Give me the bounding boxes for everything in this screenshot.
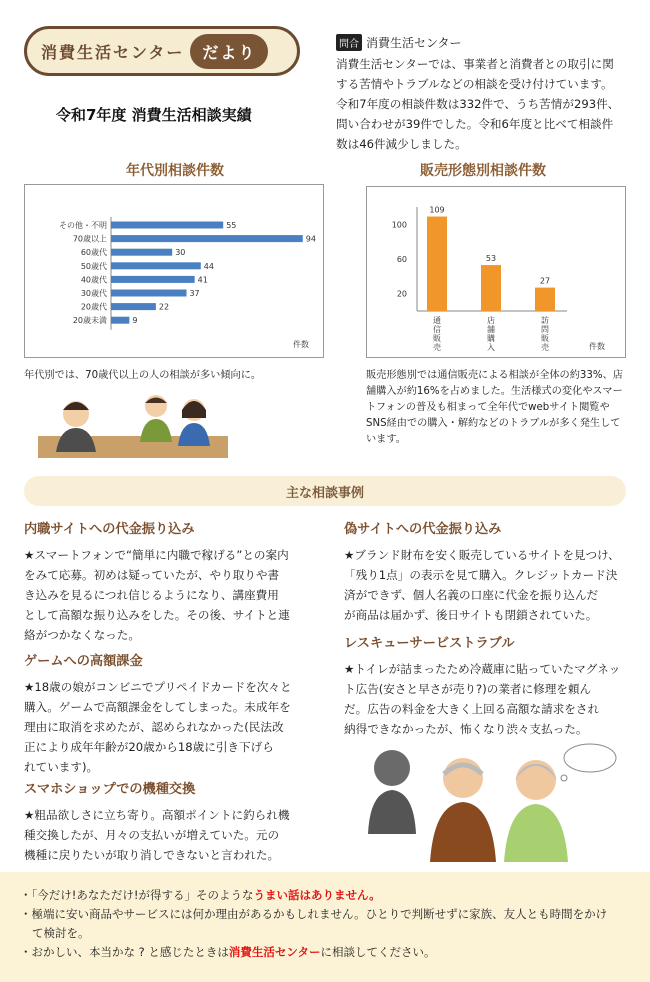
value-label: 22	[158, 302, 170, 312]
note-text: ・「今だけ!あなただけ!が得する」そのような	[20, 888, 254, 902]
case-block	[344, 518, 632, 625]
tick-label: 100	[391, 220, 407, 230]
case-body	[24, 545, 314, 645]
consultant-hair	[63, 402, 89, 410]
case-title: レスキューサービストラブル	[344, 636, 515, 651]
intro-line: 問い合わせが39件でした。令和6年度と比べて相談件	[336, 117, 614, 131]
advice-note-3	[20, 943, 630, 962]
case-line: き込みを見るにつれ信じるようになり、講座費用	[24, 588, 279, 602]
note-text: に相談してください。	[320, 945, 436, 959]
case-block	[24, 650, 314, 777]
advice-box	[0, 872, 650, 982]
category-label: 20歳未満	[72, 316, 107, 326]
category-label: 通信販売	[433, 316, 441, 352]
newsletter-badge	[24, 26, 300, 76]
tick-label: 60	[396, 255, 407, 264]
note-highlight: 消費生活センター	[228, 945, 321, 959]
age-chart-title: 年代別相談件数	[126, 163, 224, 179]
case-title: スマホショップでの機種交換	[24, 782, 196, 797]
case-line: 種交換したが、月々の支払いが増えていた。元の	[24, 828, 280, 842]
category-label: 訪問販売	[541, 316, 549, 352]
bar	[111, 317, 129, 324]
case-line: をみて応募。初めは疑っていたが、やり取りや書	[24, 568, 280, 582]
case-line: 絡がつかなくなった。	[24, 628, 140, 642]
value-label: 55	[226, 221, 237, 230]
scammer-body	[368, 790, 416, 834]
note-highlight: うまい話はありません。	[253, 888, 381, 902]
case-body	[24, 677, 314, 777]
elderly-couple-illustration	[358, 738, 628, 862]
category-label: 50歳代	[80, 261, 107, 271]
report-title: 令和7年度 消費生活相談実績	[56, 106, 252, 124]
case-line: れています)。	[24, 760, 99, 774]
sales-bar-chart	[367, 187, 627, 359]
consultant-body	[56, 428, 96, 452]
case-line: として高額な振り込みをした。その後、サイトと連	[24, 608, 290, 622]
bar	[111, 290, 186, 297]
bar	[111, 222, 223, 229]
y-axis-label: 件数	[589, 342, 605, 351]
scammer-head	[374, 750, 410, 786]
category-label: 20歳代	[80, 302, 107, 312]
case-line: ★スマートフォンで“簡単に内職で稼げる”との案内	[24, 548, 289, 562]
bar	[111, 235, 303, 242]
bar	[481, 265, 501, 311]
man-body	[140, 419, 172, 442]
sales-chart-title: 販売形態別相談件数	[420, 163, 546, 179]
bar	[111, 262, 201, 269]
category-label: その他・不明	[59, 221, 107, 230]
intro-line: 令和7年度の相談件数は332件で、うち苦情が293件、	[336, 97, 620, 111]
case-body	[344, 545, 632, 625]
bar	[535, 288, 555, 311]
case-line: 「残り1点」の表示を見て購入。クレジットカード決	[344, 568, 618, 582]
contact-line	[336, 34, 462, 51]
case-line: 納得できなかったが、怖くなり渋々支払った。	[344, 722, 588, 736]
category-label: 60歳代	[80, 248, 107, 258]
badge-sub-text: だより	[190, 34, 268, 69]
age-bar-chart	[25, 185, 325, 359]
value-label: 109	[429, 205, 445, 215]
caption-line: SNS経由での購入・解約などのトラブルが多く発生して	[366, 418, 621, 429]
case-line: 正により成年年齢が20歳から18歳に引き下げら	[24, 740, 274, 754]
note-text: ・極端に安い商品やサービスには何か理由があるかもしれません。ひとりで判断せずに家族、友人とも時間をかけ	[20, 907, 608, 921]
note-text: ・おかしい、本当かな ? と感じたときは	[20, 945, 229, 959]
case-title: ゲームへの高額課金	[24, 654, 143, 669]
age-chart-box	[24, 184, 324, 358]
case-block	[344, 632, 632, 739]
value-label: 30	[175, 248, 186, 258]
x-axis-label: 件数	[293, 340, 309, 349]
advice-note-1	[20, 886, 630, 905]
intro-line: 数は46件減少しました。	[336, 137, 467, 151]
advice-note-2	[20, 905, 630, 943]
old-man-body	[430, 802, 496, 862]
case-line: ★18歳の娘がコンビニでプリペイドカードを次々と	[24, 680, 292, 694]
category-label: 40歳代	[80, 275, 107, 285]
badge-main-text: 消費生活センター	[41, 42, 185, 62]
case-line: だ。広告の料金を大きく上回る高額な請求をされ	[344, 702, 600, 716]
thought-bubble	[564, 744, 616, 772]
case-line: 済ができず、個人名義の口座に代金を振り込んだ	[344, 588, 599, 602]
caption-line: トフォンの普及も相まって全年代でwebサイト閲覧や	[366, 402, 610, 413]
caption-line: います。	[366, 434, 406, 445]
bar	[111, 249, 172, 256]
case-title: 内職サイトへの代金振り込み	[24, 522, 195, 537]
value-label: 9	[132, 316, 138, 326]
tick-label: 20	[396, 289, 407, 299]
caption-line: 販売形態別では通信販売による相談が全体の約33%、店	[366, 370, 623, 381]
case-title: 偽サイトへの代金振り込み	[344, 522, 502, 537]
woman-body	[178, 423, 210, 446]
bar	[111, 303, 156, 310]
old-woman-body	[504, 804, 568, 862]
value-label: 53	[485, 254, 497, 264]
case-line: 購入。ゲームで高額課金をしてしまった。未成年を	[24, 700, 291, 714]
case-line: が商品は届かず、後日サイトも閉鎖されていた。	[344, 608, 598, 622]
case-block	[24, 778, 314, 865]
cases-band: 主な相談事例	[24, 476, 626, 506]
sales-chart-caption	[366, 368, 628, 448]
case-line: ト広告(安さと早さが売り?)の業者に修理を頼ん	[344, 682, 592, 696]
intro-line: 消費生活センターでは、事業者と消費者との取引に関	[336, 57, 614, 71]
case-line: ★トイレが詰まったため冷蔵庫に貼っていたマグネッ	[344, 662, 621, 676]
contact-tag: 問合	[336, 34, 362, 51]
case-line: 理由に取消を求めたが、認められなかった(民法改	[24, 720, 284, 734]
consultation-illustration	[30, 392, 230, 460]
case-line: ★ブランド財布を安く販売しているサイトを見つけ、	[344, 548, 620, 562]
value-label: 37	[189, 289, 200, 298]
case-body	[344, 659, 632, 739]
age-chart-caption: 年代別では、70歳代以上の人の相談が多い傾向に。	[24, 370, 262, 381]
value-label: 41	[197, 275, 208, 285]
category-label: 店舗購入	[487, 316, 495, 352]
caption-line: 舗購入が約16%を占めました。生活様式の変化やスマー	[366, 386, 623, 397]
note-text: て検討を。	[32, 926, 90, 940]
intro-line: する苦情やトラブルなどの相談を受け付けています。	[336, 77, 613, 91]
case-block	[24, 518, 314, 645]
category-label: 70歳以上	[72, 234, 107, 244]
value-label: 44	[203, 261, 214, 271]
category-label: 30歳代	[80, 289, 107, 298]
value-label: 94	[305, 234, 316, 244]
contact-name: 消費生活センター	[366, 36, 462, 50]
bar	[427, 217, 447, 311]
case-line: 機種に戻りたいが取り消しできないと言われた。	[24, 848, 280, 862]
bar	[111, 276, 195, 283]
case-line: ★粗品欲しさに立ち寄り。高額ポイントに釣られ機	[24, 808, 290, 822]
sales-chart-box	[366, 186, 626, 358]
thought-dot	[561, 775, 567, 781]
case-body	[24, 805, 314, 865]
intro-paragraph	[336, 54, 632, 154]
value-label: 27	[539, 276, 551, 286]
